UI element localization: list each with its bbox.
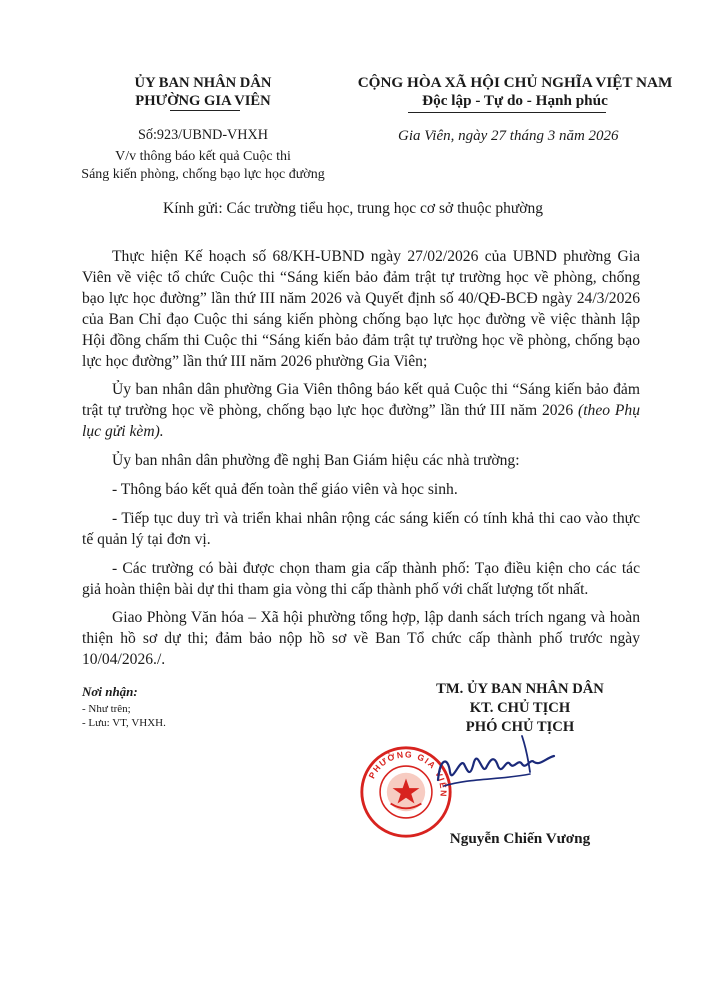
- paragraph-1: Thực hiện Kế hoạch số 68/KH-UBND ngày 27/02/2026 của UBND phường Gia Viên về việc tổ chức Cuộc thi “Sáng kiến bảo đảm trật tự trường học về phòng, chống bạo lực học đường” lần thứ III năm 2026 và Quyết định số 40/QĐ-BCĐ ngày 24/3/2026 của Ban Chỉ đạo Cuộc thi sáng kiến phòng chống bạo lực học đường về việc thành lập Hội đồng chấm thi Cuộc thi “Sáng kiến bảo đảm trật tự trường học về phòng, chống bạo lực học đường” lần thứ III năm 2026 phường Gia Viên;: [82, 248, 640, 370]
- document-number: Số:923/UBND-VHXH: [137, 127, 269, 143]
- issuer-line1: ỦY BAN NHÂN DÂN: [134, 75, 272, 91]
- signature-line3: PHÓ CHỦ TỊCH: [465, 719, 575, 735]
- paragraph-2-text: Ủy ban nhân dân phường Gia Viên thông báo kết quả Cuộc thi “Sáng kiến bảo đảm trật tự trường học về phòng, chống bạo lực học đường” lần thứ III năm 2026: [82, 381, 640, 419]
- document-body: [82, 246, 640, 670]
- handwritten-signature-icon: [430, 728, 560, 798]
- paragraph-4: Giao Phòng Văn hóa – Xã hội phường tổng hợp, lập danh sách trích ngang và hoàn thiện hồ sơ dự thi; đảm bảo nộp hồ sơ về Ban Tổ chức cấp thành phố trước ngày 10/04/2026./.: [82, 609, 640, 668]
- greeting: Kính gửi: Các trường tiểu học, trung học cơ sở thuộc phường: [163, 200, 543, 217]
- national-header: [330, 74, 700, 110]
- subject-line1: V/v thông báo kết quả Cuộc thi: [115, 149, 291, 164]
- subject-line2: Sáng kiến phòng, chống bạo lực học đường: [81, 167, 325, 182]
- signature-line1: TM. ỦY BAN NHÂN DÂN: [436, 681, 604, 697]
- issuer-line2: PHƯỜNG GIA VIÊN: [135, 93, 271, 109]
- recipient-item-2: - Lưu: VT, VHXH.: [82, 717, 166, 729]
- seal-text: PHƯỜNG GIA VIÊN: [366, 749, 449, 799]
- signature-line2: KT. CHỦ TỊCH: [469, 700, 571, 716]
- nation-line2: Độc lập - Tự do - Hạnh phúc: [422, 92, 608, 109]
- paragraph-3: Ủy ban nhân dân phường đề nghị Ban Giám hiệu các nhà trường:: [112, 452, 520, 469]
- bullet-3: - Các trường có bài được chọn tham gia cấp thành phố: Tạo điều kiện cho các tác giả hoàn thiện bài dự thi tham gia vòng thi cấp thành phố với chất lượng tốt nhất.: [82, 560, 640, 598]
- issuer-underline: [170, 110, 240, 111]
- nation-line1: CỘNG HÒA XÃ HỘI CHỦ NGHĨA VIỆT NAM: [357, 74, 673, 91]
- recipient-item-1: - Như trên;: [82, 703, 131, 715]
- place-date: Gia Viên, ngày 27 tháng 3 năm 2026: [398, 128, 619, 144]
- bullet-2: - Tiếp tục duy trì và triển khai nhân rộng các sáng kiến có tính khả thi cao vào thực tế quản lý tại đơn vị.: [82, 510, 640, 548]
- paragraph-2-italic: (theo Phụ lục gửi kèm).: [82, 402, 640, 440]
- paragraph-2: [82, 379, 640, 442]
- signer-name: Nguyễn Chiến Vương: [449, 830, 591, 847]
- recipients-title: Nơi nhận:: [82, 684, 138, 699]
- bullet-1: - Thông báo kết quả đến toàn thể giáo viên và học sinh.: [112, 481, 458, 498]
- motto-underline: [408, 112, 606, 113]
- issuer-block: [68, 74, 338, 184]
